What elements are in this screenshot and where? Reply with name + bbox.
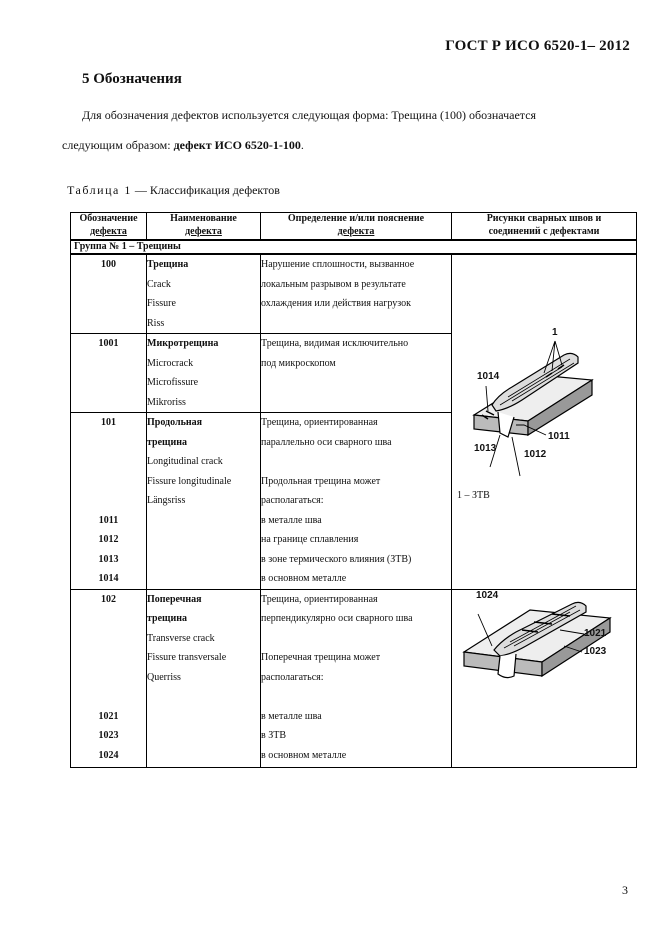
definition-cell: Трещина, ориентированная параллельно оси сварного шва Продольная трещина может располагаться: в металле шва на границе сплавления в зоне термического влияния (ЗТВ) в основном металле <box>261 413 452 590</box>
header-figures: Рисунки сварных швов и соединений с дефектами <box>452 213 637 240</box>
label-1013: 1013 <box>474 443 497 454</box>
definition-cell: Трещина, ориентированная перпендикулярно оси сварного шва Поперечная трещина может располагаться: в металле шва в ЗТВ в основном металле <box>261 589 452 767</box>
page-number: 3 <box>622 883 628 897</box>
table-caption <box>67 183 280 198</box>
longitudinal-crack-figure <box>452 255 636 585</box>
label-1024: 1024 <box>476 589 499 601</box>
name-cell: Поперечная трещина Transverse crack Fissure transversale Querriss <box>147 589 261 767</box>
figure-note: 1 – ЗТВ <box>457 490 490 501</box>
table-row <box>71 254 637 334</box>
code-cell: 1001 <box>71 334 147 413</box>
name-cell: Трещина Crack Fissure Riss <box>147 254 261 334</box>
section-title: 5 Обозначения <box>82 71 182 87</box>
table-row <box>71 589 637 767</box>
label-1021: 1021 <box>584 627 607 639</box>
definition-cell: Нарушение сплошности, вызванное локальным разрывом в результате охлаждения или действия нагрузок <box>261 254 452 334</box>
name-cell: Микротрещина Microcrack Microfissure Mikroriss <box>147 334 261 413</box>
label-1012: 1012 <box>524 449 547 460</box>
paragraph-line-1: Для обозначения дефектов используется следующая форма: Трещина (100) обозначается <box>82 108 537 122</box>
transverse-crack-figure <box>452 590 636 766</box>
group-title: Группа № 1 – Трещины <box>71 240 637 255</box>
label-1023: 1023 <box>584 645 607 657</box>
weld-diagram-2 <box>452 590 637 766</box>
paragraph-period: . <box>300 138 304 152</box>
paragraph-line-2 <box>62 138 304 153</box>
table-caption-prefix: Таблица 1 <box>67 183 132 197</box>
table-header-row <box>71 213 637 240</box>
label-1014: 1014 <box>477 371 500 382</box>
code-cell: 102 1021 1023 1024 <box>71 589 147 767</box>
group-row <box>71 240 637 255</box>
code-cell: 100 <box>71 254 147 334</box>
header-name: Наименование дефекта <box>147 213 261 240</box>
name-cell: Продольная трещина Longitudinal crack Fissure longitudinale Längsriss <box>147 413 261 590</box>
header-designation: Обозначение дефекта <box>71 213 147 240</box>
weld-diagram-1 <box>452 255 637 585</box>
label-zone-1: 1 <box>552 327 558 338</box>
definition-cell: Трещина, видимая исключительно под микроскопом <box>261 334 452 413</box>
code-cell: 101 1011 1012 1013 1014 <box>71 413 147 590</box>
document-header: ГОСТ Р ИСО 6520-1– 2012 <box>445 38 630 54</box>
paragraph-text: следующим образом: <box>62 138 174 152</box>
figure-cell-longitudinal <box>452 254 637 589</box>
table-caption-text: — Классификация дефектов <box>131 183 280 197</box>
defect-classification-table <box>70 212 637 768</box>
header-definition: Определение и/или пояснение дефекта <box>261 213 452 240</box>
figure-cell-transverse <box>452 589 637 767</box>
paragraph-defect-designation: дефект ИСО 6520-1-100 <box>173 138 301 152</box>
label-1011: 1011 <box>548 431 570 442</box>
